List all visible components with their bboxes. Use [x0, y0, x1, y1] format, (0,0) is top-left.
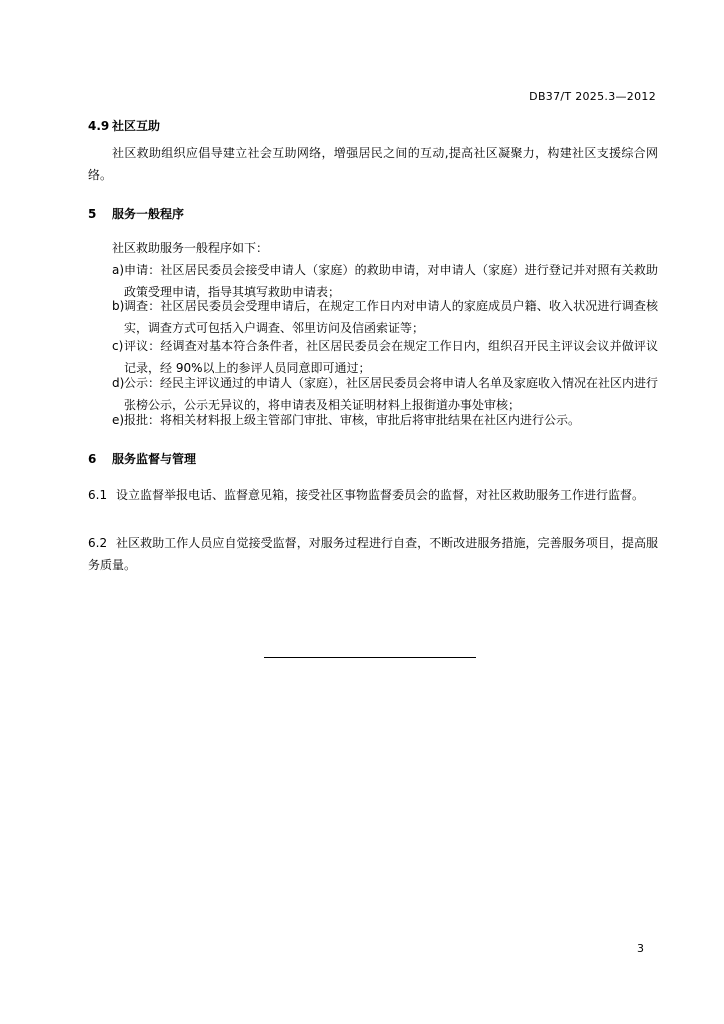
section-4-9-body: 社区救助组织应倡导建立社会互助网络，增强居民之间的互动,提高社区凝聚力，构建社区支援综合网络。 [88, 146, 658, 182]
section-title: 服务一般程序 [112, 207, 185, 221]
list-item-text: 申请：社区居民委员会接受申请人（家庭）的救助申请，对申请人（家庭）进行登记并对照有关救助政策受理申请，指导其填写救助申请表； [124, 263, 658, 299]
section-title: 服务监督与管理 [112, 452, 197, 466]
section-4-9-heading [88, 115, 160, 137]
section-5-intro: 社区救助服务一般程序如下： [112, 241, 269, 255]
list-item-letter: d) [112, 376, 125, 390]
clause-text: 社区救助工作人员应自觉接受监督，对服务过程进行自查，不断改进服务措施，完善服务项目，提高服务质量。 [88, 536, 658, 572]
end-of-document-line [264, 657, 476, 658]
clause-number: 6.1 [88, 488, 108, 502]
section-6-2-paragraph [88, 532, 658, 576]
section-number: 6 [88, 452, 97, 466]
list-item [112, 295, 658, 339]
list-item-letter: b) [112, 299, 125, 313]
section-6-heading [88, 448, 196, 470]
document-code-header: DB37/T 2025.3—2012 [529, 90, 656, 103]
list-item-text: 报批：将相关材料报上级主管部门审批、审核，审批后将审批结果在社区内进行公示。 [124, 413, 581, 427]
section-title: 社区互助 [112, 119, 161, 133]
list-item-letter: c) [112, 339, 124, 353]
section-number: 5 [88, 207, 97, 221]
clause-text: 设立监督举报电话、监督意见箱，接受社区事物监督委员会的监督，对社区救助服务工作进行监督。 [116, 488, 645, 502]
list-item [112, 409, 658, 431]
list-item-text: 评议：经调查对基本符合条件者，社区居民委员会在规定工作日内，组织召开民主评议会议并做评议记录，经 90%以上的参评人员同意即可通过； [124, 339, 658, 375]
section-number: 4.9 [88, 119, 110, 133]
list-item-letter: a) [112, 263, 125, 277]
page-number: 3 [637, 942, 644, 955]
section-6-1-paragraph [88, 484, 658, 506]
list-item-text: 调查：社区居民委员会受理申请后，在规定工作日内对申请人的家庭成员户籍、收入状况进行调查核实，调查方式可包括入户调查、邻里访问及信函索证等； [124, 299, 658, 335]
list-item-text: 公示：经民主评议通过的申请人（家庭），社区居民委员会将申请人名单及家庭收入情况在社区内进行张榜公示，公示无异议的，将申请表及相关证明材料上报街道办事处审核； [124, 376, 659, 412]
section-5-heading [88, 203, 184, 225]
clause-number: 6.2 [88, 536, 108, 550]
list-item-letter: e) [112, 413, 125, 427]
